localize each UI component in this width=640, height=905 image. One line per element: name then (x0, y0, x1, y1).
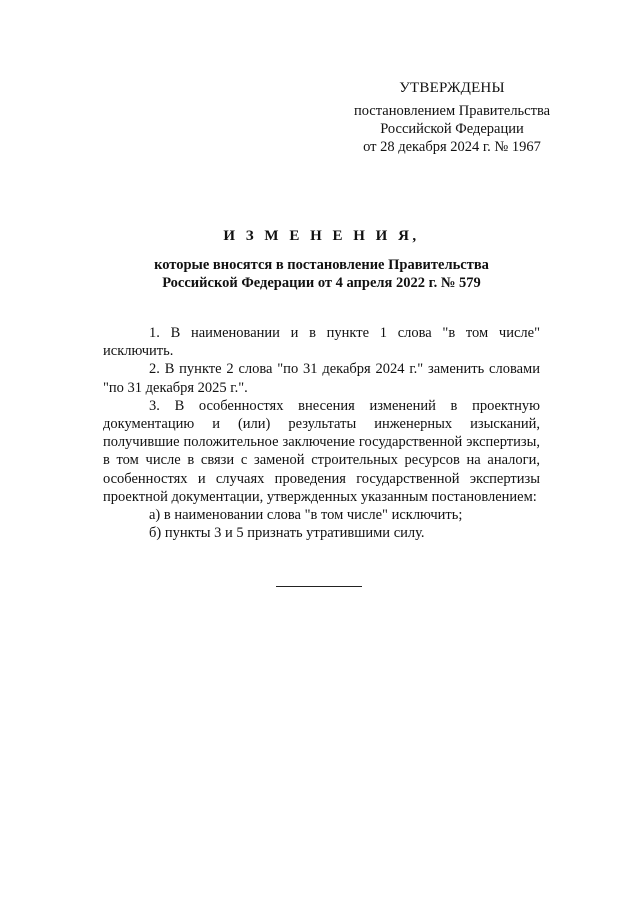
approval-line-resolution: постановлением Правительства (353, 103, 551, 119)
document-title: И З М Е Н Е Н И Я, (223, 228, 420, 244)
document-subtitle-line-2: Российской Федерации от 4 апреля 2022 г. № 579 (162, 275, 481, 291)
paragraph-item-1: 1. В наименовании и в пункте 1 слова "в том числе" исключить. (103, 325, 540, 360)
document-heading (103, 226, 540, 292)
paragraph-subitem-b: б) пункты 3 и 5 признать утратившими силу. (149, 525, 425, 542)
closing-divider (276, 586, 362, 587)
document-body (103, 324, 540, 542)
paragraph-item-3: 3. В особенностях внесения изменений в проектную документацию и (или) результаты инженерных изысканий, получившие положительное заключение государственной экспертизы, в том числе в связи с заменой строительных ресурсов на аналоги, особенностях и случаях проведения государственной экспертизы проектной документации, утвержденных указанным постановлением: (103, 397, 540, 505)
paragraph-item-2: 2. В пункте 2 слова "по 31 декабря 2024 г." заменить словами "по 31 декабря 2025 г.". (103, 361, 540, 396)
paragraph-subitem-a: а) в наименовании слова "в том числе" исключить; (149, 507, 463, 524)
approval-line-date: от 28 декабря 2024 г. № 1967 (363, 139, 541, 155)
approval-line-country: Российской Федерации (380, 121, 524, 137)
approval-stamp-title: УТВЕРЖДЕНЫ (399, 80, 505, 96)
approval-block (346, 79, 558, 156)
document-subtitle-line-1: которые вносятся в постановление Правительства (154, 257, 489, 273)
